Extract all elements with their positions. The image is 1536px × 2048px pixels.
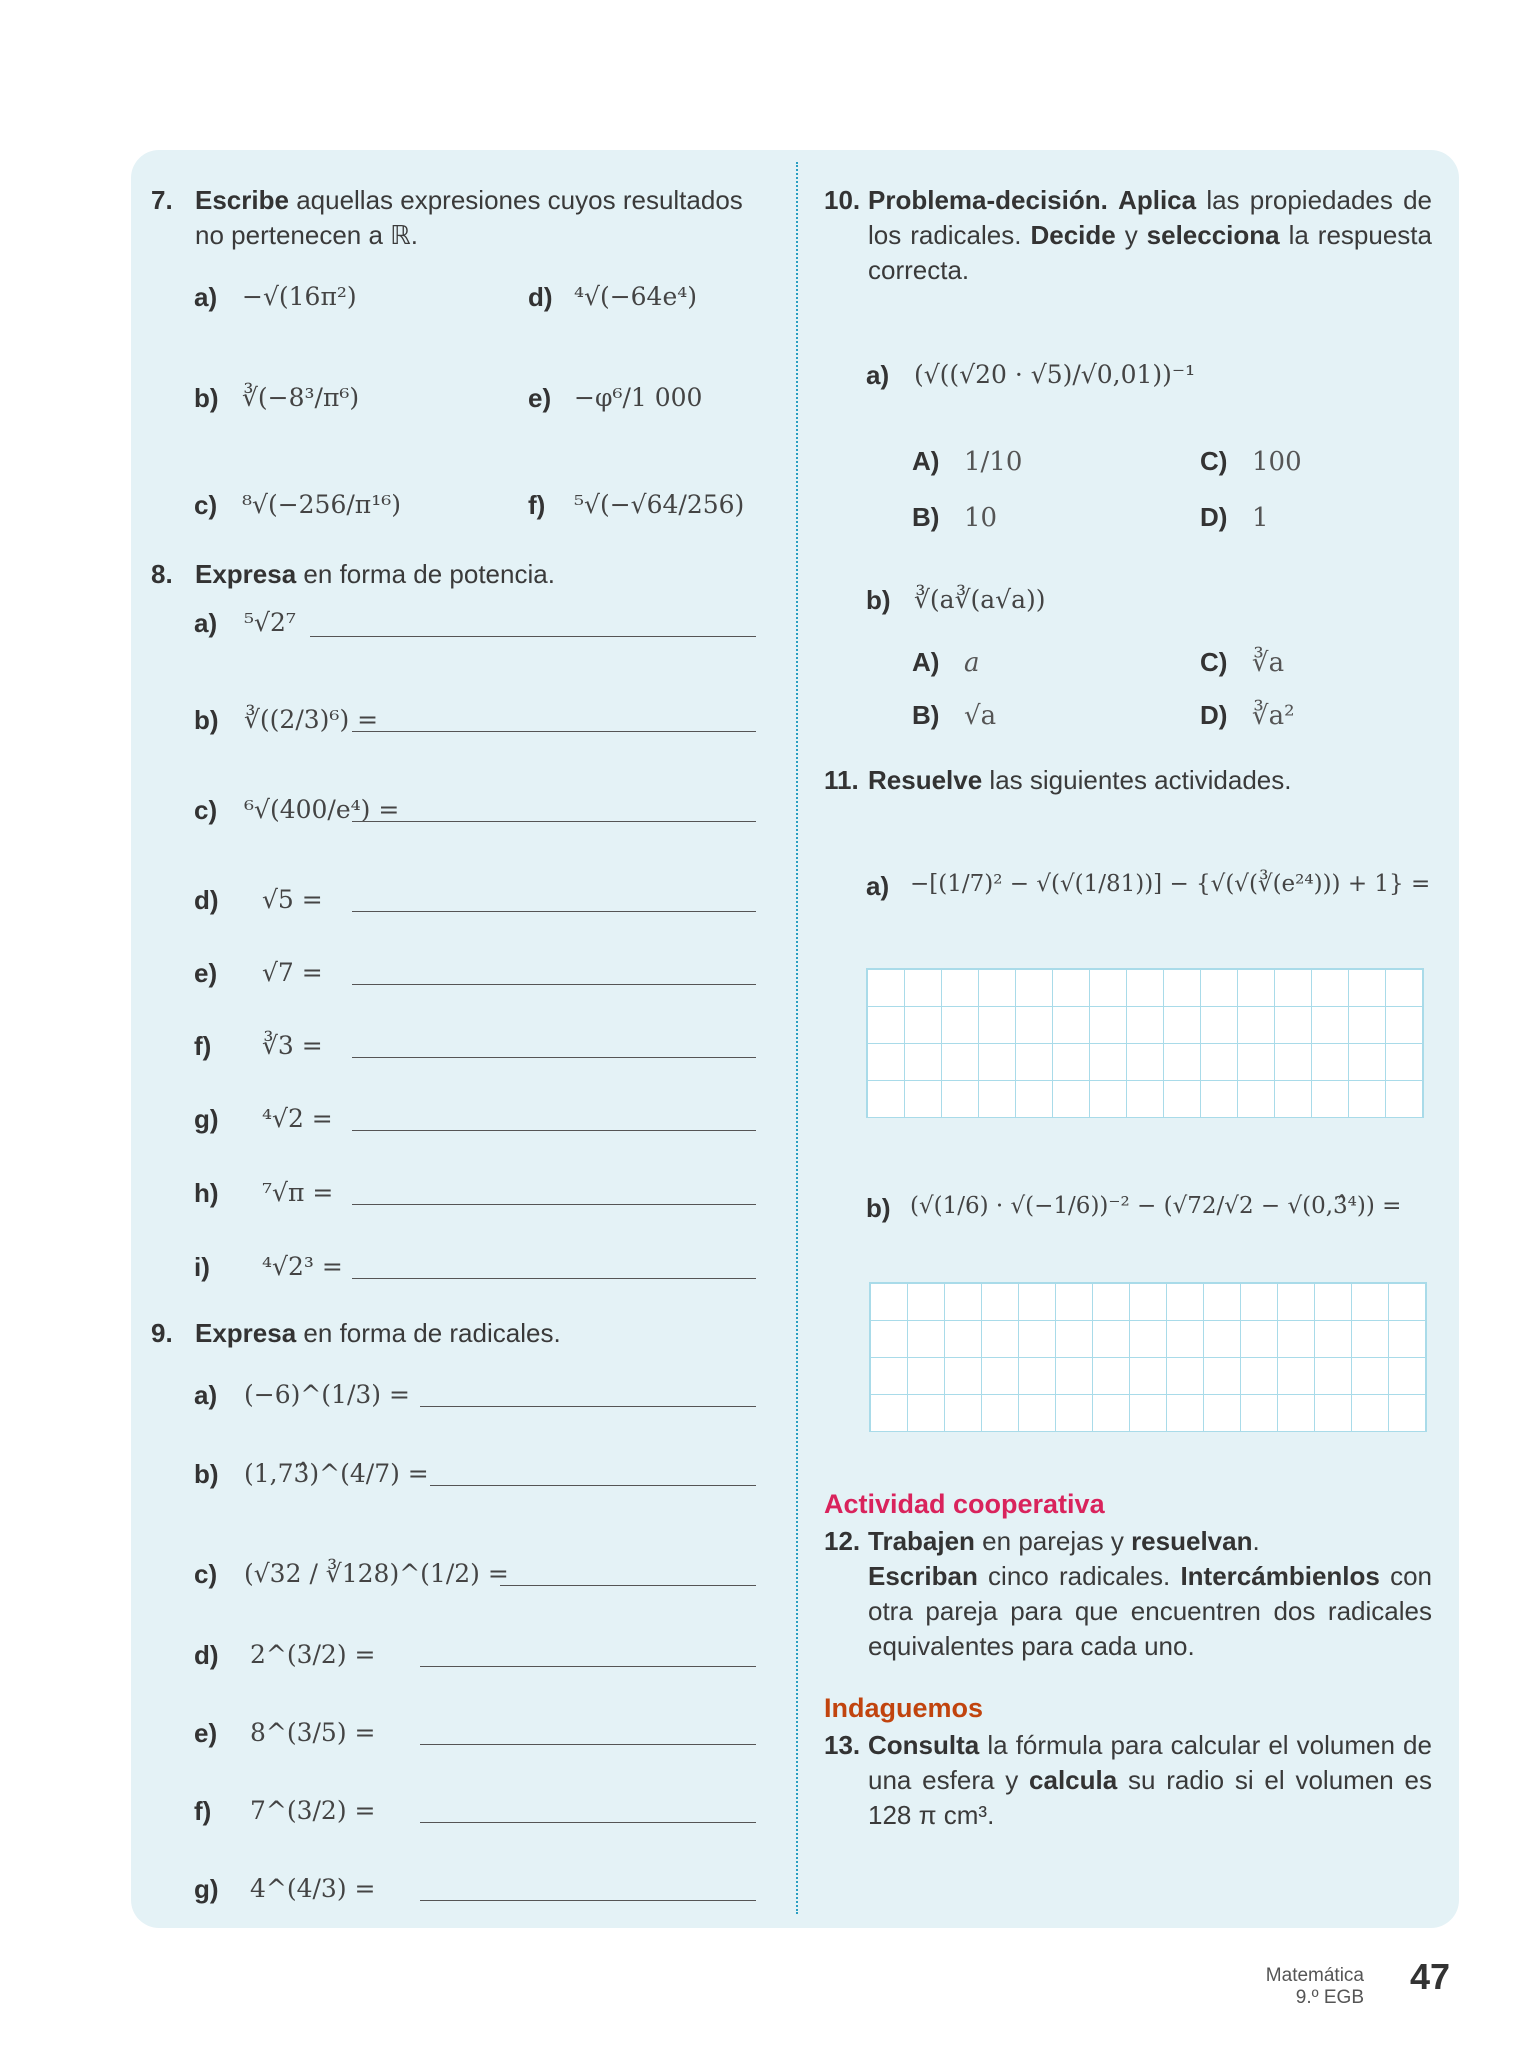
p8-label-a: a) [194,608,218,638]
p7-expression-e: −φ⁶/1 000 [574,383,703,412]
option-value: 1/10 [964,447,1023,477]
problem-12-number: 12. [824,1526,861,1556]
p9-label-f: f) [194,1796,212,1826]
problem-10-text-1: las propiedades de los radicales. [868,185,1432,250]
p9-expression-e: 8^(3/5) = [250,1718,376,1747]
p10-b-option-a[interactable] [912,647,980,678]
problem-10-number: 10. [824,185,861,215]
p10-label-b: b) [866,585,891,615]
footer-subject: Matemática [1265,1965,1364,1986]
p8-answer-line-c[interactable] [352,821,756,822]
p8-expression-f: ∛3 = [262,1031,323,1060]
problem-12-verb-escriban: Escriban [868,1561,978,1591]
p7-expression-f: ⁵√(−√64/256) [574,490,745,519]
problem-9-text: en forma de radicales. [303,1318,561,1348]
p10-b-option-b[interactable] [912,700,996,731]
problem-8-statement [151,557,761,592]
problem-8-text: en forma de potencia. [303,559,555,589]
problem-12-verb-intercambienlos: Intercámbienlos [1180,1561,1380,1591]
page-number: 47 [1410,1956,1451,1997]
option-letter: C) [1200,647,1228,677]
option-value: √a [964,701,997,731]
problem-12-verb-resuelvan: resuelvan [1131,1526,1253,1556]
research-heading: Indaguemos [824,1693,984,1723]
problem-10-text-2: y [1124,220,1138,250]
p10-a-option-a[interactable] [912,446,1022,477]
option-value: ∛a [1252,648,1285,678]
p10-expression-a: (√((√20 · √5)/√0,01))⁻¹ [914,360,1196,389]
problem-13-text-2: su radio si el volumen es 128 π cm³. [868,1765,1432,1830]
p9-label-d: d) [194,1640,219,1670]
p11-label-a: a) [866,871,890,901]
p9-answer-line-e[interactable] [420,1744,756,1745]
p9-label-b: b) [194,1459,219,1489]
p9-label-e: e) [194,1718,218,1748]
problem-13-number: 13. [824,1730,861,1760]
p10-b-option-c[interactable] [1200,647,1284,678]
problem-7-text: aquellas expresiones cuyos resultados no pertenecen a ℝ. [195,185,743,250]
problem-13-text-1: la fórmula para calcular el volumen de una esfera y [868,1730,1432,1795]
problem-8-verb: Expresa [195,559,297,589]
problem-9-statement [151,1316,761,1351]
p9-label-c: c) [194,1559,218,1589]
p8-expression-d: √5 = [262,885,323,914]
p9-answer-line-f[interactable] [420,1822,756,1823]
problem-10-statement [824,183,1432,288]
option-letter: B) [912,502,940,532]
p9-answer-line-c[interactable] [500,1585,756,1586]
p9-expression-a: (−6)^(1/3) = [244,1380,410,1409]
p11-a-work-grid[interactable] [866,968,1424,1118]
problem-10-title: Problema-decisión. [868,185,1108,215]
p7-label-e: e) [528,383,552,413]
p7-expression-a: −√(16π²) [242,282,357,311]
p7-label-b: b) [194,383,219,413]
problem-12-statement [824,1524,1432,1664]
p8-expression-h: ⁷√π = [262,1178,334,1207]
problem-11-statement [824,763,1432,798]
footer-subject-block [1266,1965,1364,2009]
p8-expression-e: √7 = [262,958,323,987]
p11-label-b: b) [866,1193,891,1223]
p8-answer-line-e[interactable] [352,984,756,985]
p9-expression-c: (√32 / ∛128)^(1/2) = [244,1559,509,1588]
p8-expression-g: ⁴√2 = [262,1104,333,1133]
p8-expression-i: ⁴√2³ = [262,1252,343,1281]
p8-label-c: c) [194,795,218,825]
p8-answer-line-g[interactable] [352,1130,756,1131]
p10-a-option-d[interactable] [1200,502,1269,533]
p8-answer-line-d[interactable] [352,911,756,912]
cooperative-activity-heading: Actividad cooperativa [824,1489,1105,1519]
p9-answer-line-a[interactable] [420,1406,756,1407]
column-divider [796,162,798,1914]
problem-10-verb-selecciona: selecciona [1146,220,1280,250]
p9-expression-g: 4^(4/3) = [250,1874,376,1903]
problem-7-number: 7. [151,185,173,215]
p8-label-d: d) [194,885,219,915]
problem-12-verb-trabajen: Trabajen [868,1526,975,1556]
p9-answer-line-g[interactable] [420,1900,756,1901]
p8-label-g: g) [194,1104,219,1134]
p9-expression-b: (1,73̂)^(4/7) = [244,1459,429,1488]
problem-8-number: 8. [151,559,173,589]
p7-label-f: f) [528,490,546,520]
problem-7-verb: Escribe [195,185,289,215]
p7-label-d: d) [528,282,553,312]
problem-11-number: 11. [824,765,859,795]
p7-label-c: c) [194,490,218,520]
p10-a-option-c[interactable] [1200,446,1302,477]
option-letter: D) [1200,700,1228,730]
option-letter: A) [912,647,940,677]
problem-9-number: 9. [151,1318,173,1348]
p8-label-f: f) [194,1031,212,1061]
problem-13-statement [824,1728,1432,1833]
p10-a-option-b[interactable] [912,502,997,533]
p11-expression-a: −[(1/7)² − √(√(1/81))] − {√(√(∛(e²⁴))) + 1} = [910,871,1431,897]
p8-answer-line-a[interactable] [310,636,756,637]
footer-grade: 9.º EGB [1295,1987,1364,2008]
option-value: a [964,648,980,678]
problem-12-period: . [1252,1526,1260,1556]
option-value: 100 [1252,447,1302,477]
p8-label-b: b) [194,705,219,735]
p7-label-a: a) [194,282,218,312]
p9-label-g: g) [194,1874,219,1904]
p10-expression-b: ∛(a∛(a√a)) [914,585,1046,614]
option-value: 10 [964,503,998,533]
p9-expression-f: 7^(3/2) = [250,1796,376,1825]
p8-expression-c: ⁶√(400/e⁴) = [244,795,400,824]
p8-answer-line-b[interactable] [352,731,756,732]
p10-b-option-d[interactable] [1200,700,1295,731]
problem-10-text-3: la respuesta correcta. [868,220,1432,285]
p10-label-a: a) [866,360,890,390]
p7-expression-b: ∛(−8³/π⁶) [242,383,360,412]
option-value: ∛a² [1252,701,1295,731]
p8-answer-line-f[interactable] [352,1057,756,1058]
option-letter: B) [912,700,940,730]
p8-answer-line-i[interactable] [352,1278,756,1279]
problem-7-statement [151,183,761,250]
option-value: 1 [1252,503,1269,533]
option-letter: D) [1200,502,1228,532]
p8-label-i: i) [194,1252,210,1282]
problem-12-text-2: cinco radicales. [988,1561,1171,1591]
problem-13-verb-consulta: Consulta [868,1730,980,1760]
p9-answer-line-d[interactable] [420,1666,756,1667]
p11-expression-b: (√(1/6) · √(−1/6))⁻² − (√72/√2 − √(0,3̂⁴)) = [910,1193,1402,1219]
p9-answer-line-b[interactable] [430,1485,756,1486]
problem-10-verb-decide: Decide [1030,220,1116,250]
problem-12-text-1: en parejas y [982,1526,1124,1556]
p8-expression-b: ∛((2/3)⁶) = [244,705,379,734]
p9-expression-d: 2^(3/2) = [250,1640,376,1669]
problem-13-verb-calcula: calcula [1029,1765,1118,1795]
p9-label-a: a) [194,1380,218,1410]
p7-expression-c: ⁸√(−256/π¹⁶) [242,490,402,519]
p7-expression-d: ⁴√(−64e⁴) [574,282,698,311]
problem-11-text: las siguientes actividades. [989,765,1292,795]
problem-9-verb: Expresa [195,1318,297,1348]
p8-answer-line-h[interactable] [352,1204,756,1205]
p8-expression-a: ⁵√2⁷ [244,608,296,637]
option-letter: C) [1200,446,1228,476]
problem-10-verb-aplica: Aplica [1118,185,1197,215]
option-letter: A) [912,446,940,476]
p8-label-e: e) [194,958,218,988]
problem-11-verb: Resuelve [868,765,983,795]
p8-label-h: h) [194,1178,219,1208]
p11-b-work-grid[interactable] [869,1282,1427,1432]
problem-12-text-3: con otra pareja para que encuentren dos radicales equivalentes para cada uno. [868,1561,1432,1661]
